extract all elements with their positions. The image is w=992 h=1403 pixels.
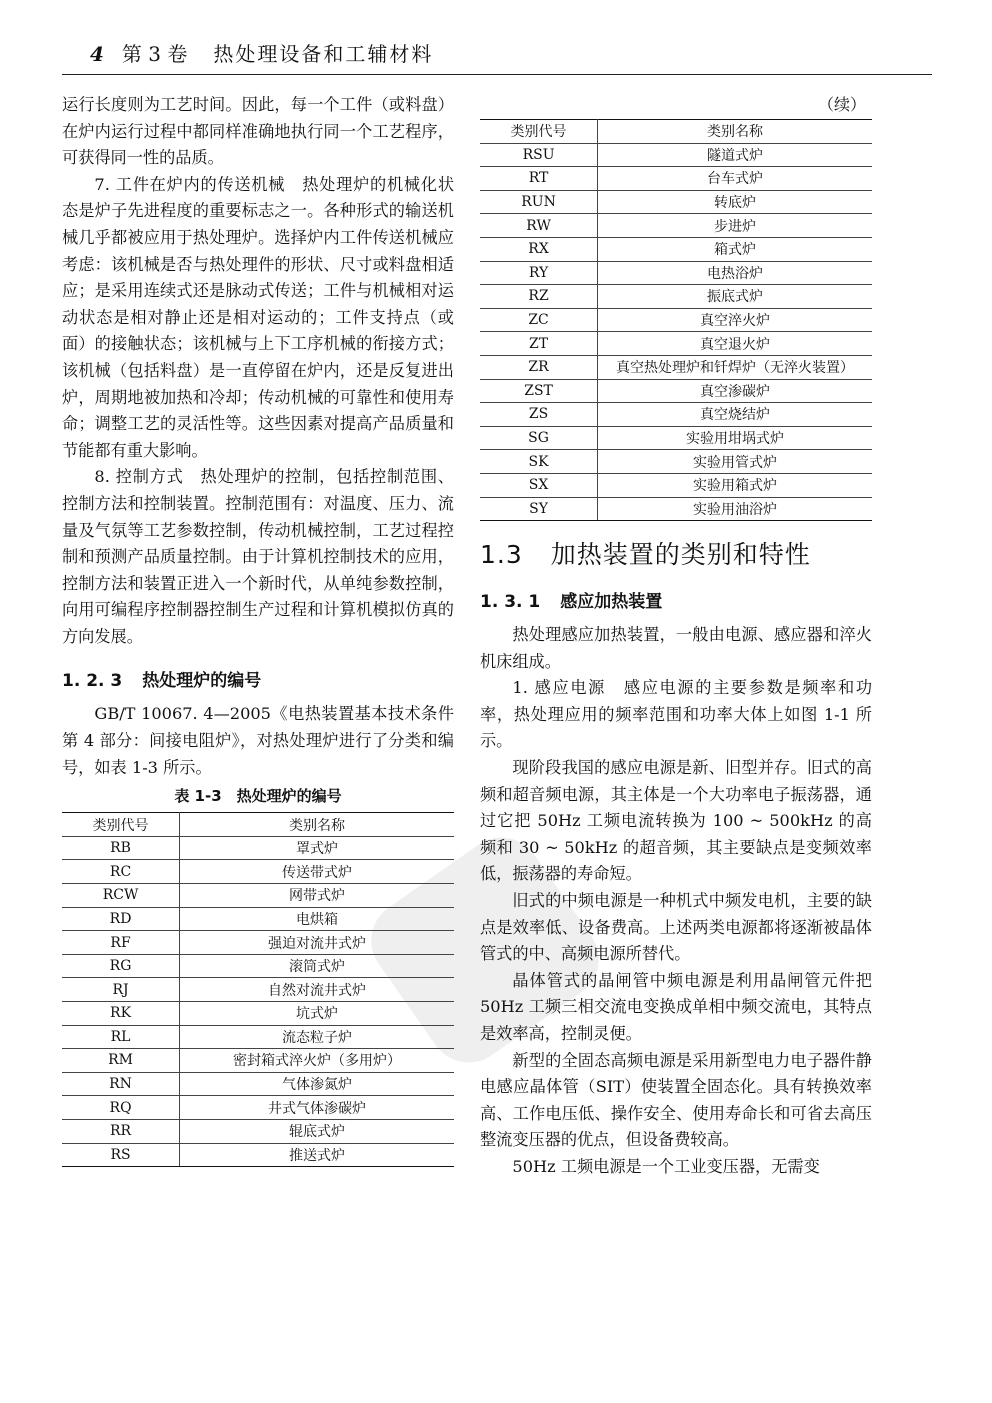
paragraph: GB/T 10067. 4—2005《电热装置基本技术条件 第 4 部分：间接电阻炉》，对热处理炉进行了分类和编号，如表 1-3 所示。 — [62, 704, 471, 777]
cell-code: RK — [62, 1002, 180, 1026]
paragraph-body: 热处理炉的机械化状态是炉子先进程度的重要标志之一。各种形式的输送机械几乎都被应用于热处理炉。选择炉内工件传送机械应考虑：该机械是否与热处理件的形状、尺寸或料盘相适应；是采用连续式还是脉动式传送；工件与机械相对运动状态是相对静止还是相对运动的；工件支持点（或面）的接触状态；该机械与上下工序机械的衔接方式；该机械（包括料盘）是一直停留在炉内，还是反复进出炉，周期地被加热和冷却；传动机械的可靠性和使用寿命；调整工艺的灵活性等。这些因素对提高产品质量和节能都有重大影响。 — [62, 174, 455, 460]
cell-code: RT — [480, 167, 598, 191]
table-row — [480, 426, 872, 450]
table-row — [62, 1049, 454, 1073]
cell-code: RSU — [480, 143, 598, 167]
cell-code: RZ — [480, 285, 598, 309]
paragraph-lead: 1. 感应电源 — [512, 678, 607, 698]
table-row — [480, 285, 872, 309]
cell-code: RY — [480, 261, 598, 285]
cell-code: RF — [62, 931, 180, 955]
table-continued-label: （续） — [817, 95, 866, 114]
cell-name: 真空渗碳炉 — [598, 379, 872, 403]
furnace-code-table — [62, 812, 454, 1167]
table-row — [480, 332, 872, 356]
header-name: 类别名称 — [598, 120, 872, 144]
cell-name: 转底炉 — [598, 190, 872, 214]
paragraph-body: 热处理炉的控制，包括控制范围、控制方法和控制装置。控制范围有：对温度、压力、流量及气氛等工艺参数控制，传动机械控制，工艺过程控制和预测产品质量控制。由于计算机控制技术的应用，控制方法和装置正进入一个新时代，从单纯参数控制，向用可编程序控制器控制生产过程和计算机模拟仿真的方向发展。 — [62, 467, 454, 646]
right-column — [480, 92, 872, 1181]
paragraph: 新型的全固态高频电源是采用新型电力电子器件静电感应晶体管（SIT）使装置全固态化。具有转换效率高、工作电压低、操作安全、使用寿命长和可省去高压整流变压器的优点，但设备费较高。 — [480, 1050, 872, 1150]
cell-name: 真空退火炉 — [598, 332, 872, 356]
cell-name: 网带式炉 — [180, 884, 454, 908]
paragraph: 晶体管式的晶闸管中频电源是利用晶闸管元件把 50Hz 工频三相交流电变换成单相中频交流电，其特点是效率高，控制灵便。 — [480, 970, 872, 1043]
section-title: 感应加热装置 — [560, 592, 663, 613]
table-row — [62, 1002, 454, 1026]
page-number: 4 — [90, 42, 104, 66]
cell-name: 坑式炉 — [180, 1002, 454, 1026]
header-code: 类别代号 — [62, 813, 180, 837]
cell-name: 密封箱式淬火炉（多用炉） — [180, 1049, 454, 1073]
cell-code: RB — [62, 836, 180, 860]
table-row — [480, 497, 872, 521]
cell-name: 滚筒式炉 — [180, 954, 454, 978]
cell-name: 辊底式炉 — [180, 1119, 454, 1143]
paragraph-body: 感应电源的主要参数是频率和功率，热处理应用的频率范围和功率大体上如图 1-1 所示。 — [480, 678, 873, 751]
paragraph: 现阶段我国的感应电源是新、旧型并存。旧式的高频和超音频电源，其主体是一个大功率电子振荡器，通过它把 50Hz 工频电流转换为 100 ~ 500kHz 的高频和 30 ~ 50kHz 的超音频，其主要缺点是变频效率低，振荡器的寿命短。 — [480, 758, 872, 884]
cell-name: 井式气体渗碳炉 — [180, 1096, 454, 1120]
cell-code: RG — [62, 954, 180, 978]
cell-code: RUN — [480, 190, 598, 214]
left-column — [62, 92, 471, 1167]
cell-code: RN — [62, 1072, 180, 1096]
paragraph — [480, 675, 872, 755]
cell-code: RQ — [62, 1096, 180, 1120]
paragraph: 运行长度则为工艺时间。因此，每一个工件（或料盘）在炉内运行过程中都同样准确地执行同一个工艺程序，可获得同一性的品质。 — [62, 95, 454, 168]
cell-name: 真空烧结炉 — [598, 403, 872, 427]
cell-name: 振底式炉 — [598, 285, 872, 309]
cell-name: 真空热处理炉和钎焊炉（无淬火装置） — [598, 355, 872, 379]
cell-code: RD — [62, 907, 180, 931]
table-row — [62, 954, 454, 978]
volume-label: 第 3 卷 — [121, 42, 188, 66]
table-row — [480, 403, 872, 427]
cell-name: 真空淬火炉 — [598, 308, 872, 332]
page-header — [62, 34, 932, 75]
section-heading — [62, 666, 454, 691]
cell-name: 电烘箱 — [180, 907, 454, 931]
cell-name: 自然对流井式炉 — [180, 978, 454, 1002]
table-row — [480, 450, 872, 474]
table-header-row — [62, 813, 454, 837]
cell-name: 实验用油浴炉 — [598, 497, 872, 521]
cell-code: SG — [480, 426, 598, 450]
cell-code: SY — [480, 497, 598, 521]
cell-code: ZT — [480, 332, 598, 356]
furnace-code-table-continued — [480, 119, 872, 521]
cell-code: RM — [62, 1049, 180, 1073]
cell-name: 隧道式炉 — [598, 143, 872, 167]
cell-name: 台车式炉 — [598, 167, 872, 191]
cell-code: RS — [62, 1143, 180, 1167]
cell-name: 实验用箱式炉 — [598, 473, 872, 497]
table-row — [480, 308, 872, 332]
header-name: 类别名称 — [180, 813, 454, 837]
table-row — [480, 237, 872, 261]
table-row — [62, 1119, 454, 1143]
cell-code: SK — [480, 450, 598, 474]
table-caption: 表 1-3 热处理炉的编号 — [174, 787, 342, 806]
table-row — [480, 167, 872, 191]
table-row — [480, 261, 872, 285]
cell-name: 强迫对流井式炉 — [180, 931, 454, 955]
table-row — [62, 907, 454, 931]
paragraph — [62, 464, 454, 650]
table-row — [480, 143, 872, 167]
cell-code: RW — [480, 214, 598, 238]
table-row — [480, 355, 872, 379]
paragraph: 50Hz 工频电源是一个工业变压器，无需变 — [512, 1156, 820, 1176]
cell-name: 推送式炉 — [180, 1143, 454, 1167]
cell-name: 步进炉 — [598, 214, 872, 238]
cell-name: 实验用管式炉 — [598, 450, 872, 474]
cell-name: 罩式炉 — [180, 836, 454, 860]
section-heading — [480, 587, 872, 612]
book-title: 热处理设备和工辅材料 — [213, 42, 434, 66]
table-header-row — [480, 120, 872, 144]
cell-code: RJ — [62, 978, 180, 1002]
table-row — [480, 473, 872, 497]
table-row — [62, 860, 454, 884]
cell-code: SX — [480, 473, 598, 497]
cell-name: 实验用坩埚式炉 — [598, 426, 872, 450]
cell-code: ZST — [480, 379, 598, 403]
cell-code: RX — [480, 237, 598, 261]
section-number: 1. 2. 3 — [62, 671, 123, 692]
table-right-wrap — [480, 119, 872, 521]
table-row — [480, 190, 872, 214]
cell-code: ZC — [480, 308, 598, 332]
paragraph — [62, 172, 454, 465]
paragraph-lead: 7. 工件在炉内的传送机械 — [94, 174, 286, 194]
table-row — [62, 1143, 454, 1167]
table-row — [62, 931, 454, 955]
cell-name: 气体渗氮炉 — [180, 1072, 454, 1096]
cell-name: 传送带式炉 — [180, 860, 454, 884]
table-row — [62, 836, 454, 860]
cell-name: 流态粒子炉 — [180, 1025, 454, 1049]
table-left-wrap — [62, 812, 454, 1167]
chapter-title: 加热装置的类别和特性 — [550, 540, 811, 570]
cell-name: 箱式炉 — [598, 237, 872, 261]
chapter-number: 1.3 — [480, 540, 523, 570]
header-code: 类别代号 — [480, 120, 598, 144]
cell-code: RR — [62, 1119, 180, 1143]
section-title: 热处理炉的编号 — [142, 671, 262, 692]
paragraph: 旧式的中频电源是一种机式中频发电机，主要的缺点是效率低、设备费高。上述两类电源都将逐渐被晶体管式的中、高频电源所替代。 — [480, 891, 872, 964]
table-row — [62, 884, 454, 908]
cell-code: RCW — [62, 884, 180, 908]
table-row — [62, 1025, 454, 1049]
table-row — [62, 978, 454, 1002]
cell-code: RC — [62, 860, 180, 884]
cell-code: RL — [62, 1025, 180, 1049]
cell-name: 电热浴炉 — [598, 261, 872, 285]
paragraph: 热处理感应加热装置，一般由电源、感应器和淬火机床组成。 — [480, 625, 872, 671]
paragraph-lead: 8. 控制方式 — [94, 467, 184, 487]
cell-code: ZS — [480, 403, 598, 427]
chapter-heading — [480, 535, 872, 571]
table-row — [480, 214, 872, 238]
table-row — [62, 1072, 454, 1096]
section-number: 1. 3. 1 — [480, 592, 541, 613]
table-row — [62, 1096, 454, 1120]
cell-code: ZR — [480, 355, 598, 379]
table-row — [480, 379, 872, 403]
